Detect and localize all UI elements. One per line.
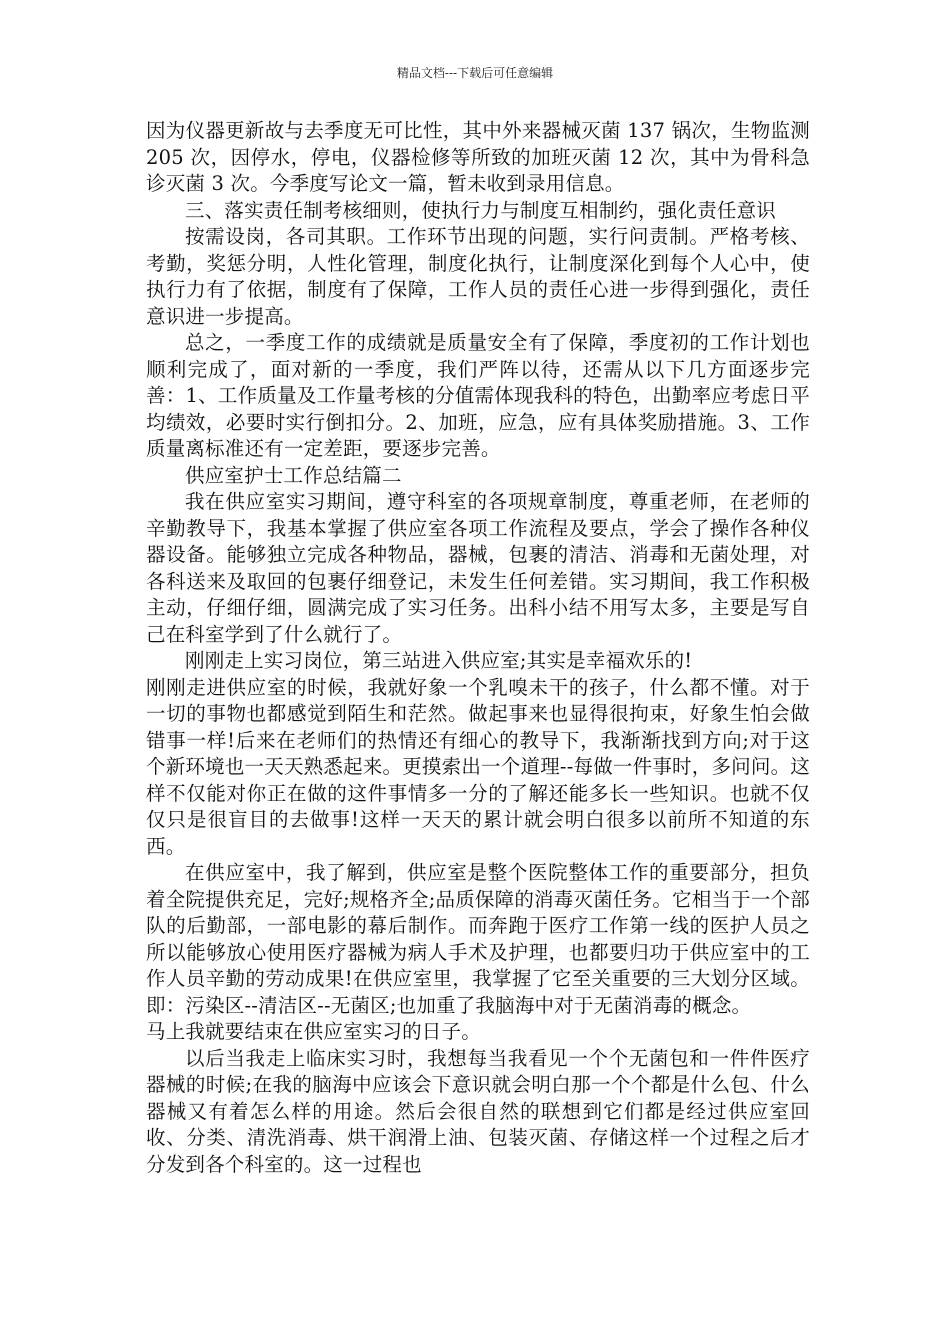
document-body: [146, 118, 810, 1178]
page-header: 精品文档---下载后可任意编辑: [396, 66, 554, 80]
paragraph: 因为仪器更新故与去季度无可比性，其中外来器械灭菌 137 锅次，生物监测 205 次，因停水，停电，仪器检修等所致的加班灭菌 12 次，其中为骨科急诊灭菌 3 次。今季度写论文一篇，暂未收到录用信息。: [146, 119, 810, 195]
paragraph: 按需设岗，各司其职。工作环节出现的问题，实行问责制。严格考核、考勤，奖惩分明，人性化管理，制度化执行，让制度深化到每个人心中，使执行力有了依据，制度有了保障，工作人员的责任心进一步得到强化，责任意识进一步提高。: [146, 225, 810, 328]
paragraph: 刚刚走进供应室的时候，我就好象一个乳嗅未干的孩子，什么都不懂。对于一切的事物也都感觉到陌生和茫然。做起事来也显得很拘束，好象生怕会做错事一样!后来在老师们的热情还有细心的教导下，我渐渐找到方向;对于这个新环境也一天天熟悉起来。更摸索出一个道理--每做一件事时，多问问。这样不仅能对你正在做的这件事情多一分的了解还能多长一些知识。也就不仅仅只是很盲目的去做事!这样一天天的累计就会明白很多以前所不知道的东西。: [146, 675, 810, 858]
paragraph: 以后当我走上临床实习时，我想每当我看见一个个无菌包和一件件医疗器械的时候;在我的脑海中应该会下意识就会明白那一个个都是什么包、什么器械又有着怎么样的用途。然后会很自然的联想到它们都是经过供应室回收、分类、清洗消毒、烘干润滑上油、包装灭菌、存储这样一个过程之后才分发到各个科室的。这一过程也: [146, 1046, 810, 1176]
paragraph: 马上我就要结束在供应室实习的日子。: [146, 1020, 481, 1043]
section-title: 供应室护士工作总结篇二: [185, 463, 402, 487]
paragraph: 刚刚走上实习岗位，第三站进入供应室;其实是幸福欢乐的!: [185, 649, 693, 672]
paragraph: 在供应室中，我了解到，供应室是整个医院整体工作的重要部分，担负着全院提供充足，完好;规格齐全;品质保障的消毒灭菌任务。它相当于一个部队的后勤部，一部电影的幕后制作。而奔跑于医疗工作第一线的医护人员之所以能够放心使用医疗器械为病人手术及护理，也都要归功于供应室中的工作人员辛勤的劳动成果!在供应室里，我掌握了它至关重要的三大划分区域。即：污染区--清洁区--无菌区;也加重了我脑海中对于无菌消毒的概念。: [146, 861, 810, 1017]
section-heading: 三、落实责任制考核细则，使执行力与制度互相制约，强化责任意识: [185, 198, 777, 222]
paragraph: 我在供应室实习期间，遵守科室的各项规章制度，尊重老师，在老师的辛勤教导下，我基本掌握了供应室各项工作流程及要点，学会了操作各种仪器设备。能够独立完成各种物品，器械，包裹的清洁、消毒和无菌处理，对各科送来及取回的包裹仔细登记，未发生任何差错。实习期间，我工作积极主动，仔细仔细，圆满完成了实习任务。出科小结不用写太多，主要是写自己在科室学到了什么就行了。: [146, 490, 810, 646]
paragraph: 总之，一季度工作的成绩就是质量安全有了保障，季度初的工作计划也顺利完成了，面对新的一季度，我们严阵以待，还需从以下几方面逐步完善：1、工作质量及工作量考核的分值需体现我科的特色，出勤率应考虑日平均绩效，必要时实行倒扣分。2、加班，应急，应有具体奖励措施。3、工作质量离标准还有一定差距，要逐步完善。: [146, 331, 810, 460]
